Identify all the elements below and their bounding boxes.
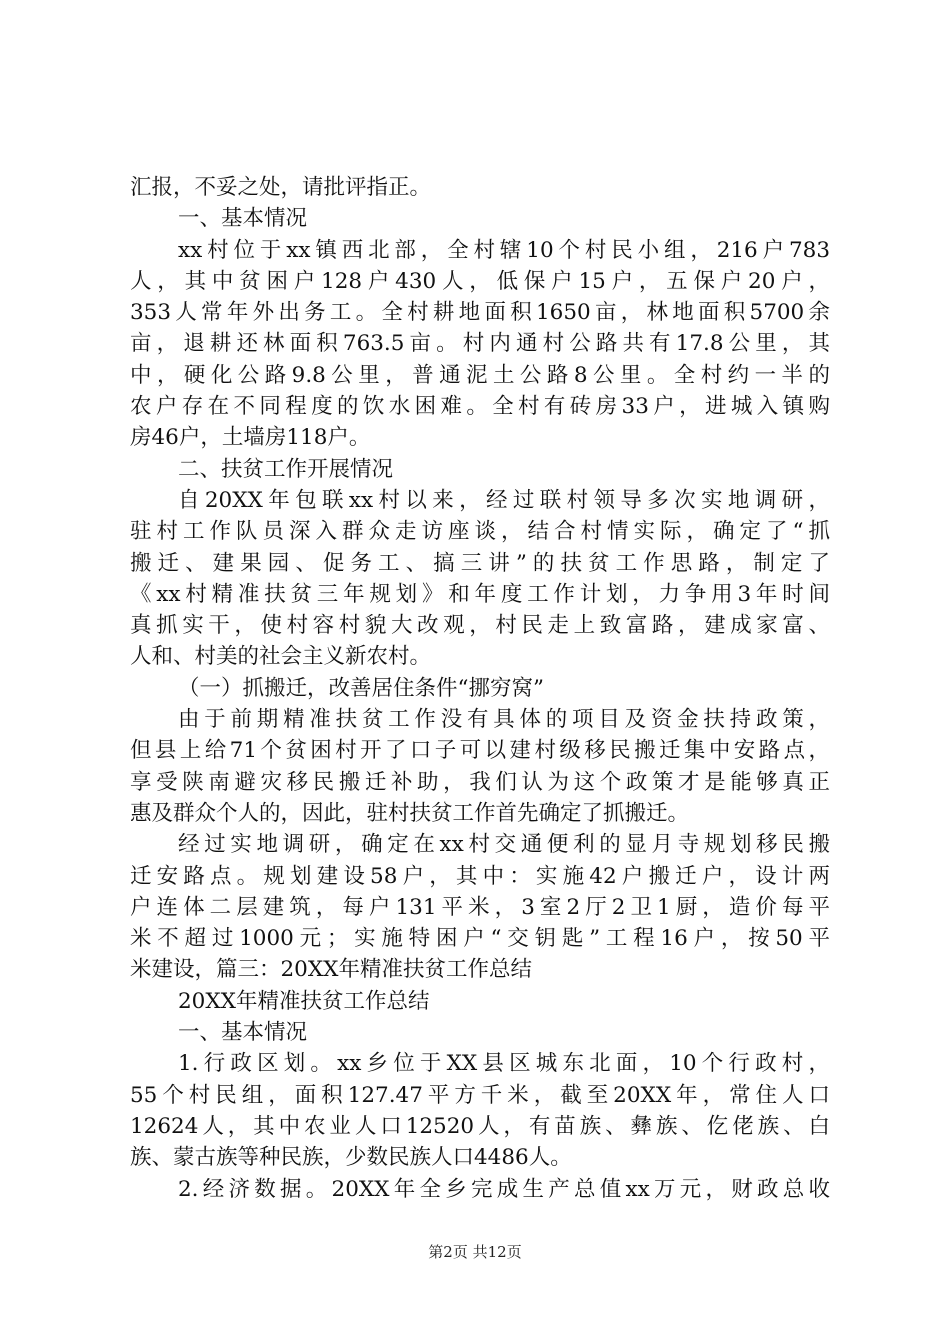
text-line: 353人常年外出务工。全村耕地面积1650亩，林地面积5700余	[130, 300, 830, 326]
text-line: 汇报，不妥之处，请批评指正。	[130, 175, 432, 200]
text-line: 驻村工作队员深入群众走访座谈，结合村情实际，确定了“抓	[130, 519, 830, 545]
text-line: 但县上给71个贫困村开了口子可以建村级移民搬迁集中安路点，	[130, 738, 830, 764]
text-line: 1.行政区划。xx乡位于XX县区城东北面，10个行政村，	[178, 1051, 830, 1077]
text-line: 20XX年精准扶贫工作总结	[178, 988, 430, 1014]
page-footer: 第2页 共12页	[428, 1243, 522, 1261]
text-line: 中，硬化公路9.8公里，普通泥土公路8公里。全村约一半的	[130, 362, 830, 388]
text-line: 米不超过1000元；实施特困户“交钥匙”工程16户，按50平	[130, 926, 830, 952]
text-line: 族、蒙古族等种民族，少数民族人口4486人。	[130, 1145, 572, 1171]
text-line: （一）抓搬迁，改善居住条件“挪穷窝”	[178, 675, 544, 701]
text-line: 农户存在不同程度的饮水困难。全村有砖房33户，进城入镇购	[130, 394, 830, 420]
document-body	[130, 172, 830, 1205]
text-line: 经过实地调研，确定在xx村交通便利的显月寺规划移民搬	[178, 832, 830, 858]
text-line: 自20XX年包联xx村以来，经过联村领导多次实地调研，	[178, 487, 830, 513]
text-line: 惠及群众个人的，因此，驻村扶贫工作首先确定了抓搬迁。	[130, 800, 690, 826]
text-line: 12624人，其中农业人口12520人，有苗族、彝族、仡佬族、白	[130, 1113, 830, 1139]
text-line: 真抓实干，使村容村貌大改观，村民走上致富路，建成家富、	[130, 613, 830, 639]
text-line: 一、基本情况	[178, 206, 308, 232]
text-line: 房46户，土墙房118户。	[130, 425, 371, 451]
text-line: 米建设，篇三：20XX年精准扶贫工作总结	[130, 957, 532, 983]
text-line: 搬迁、建果园、促务工、搞三讲”的扶贫工作思路，制定了	[130, 550, 830, 576]
text-line: 由于前期精准扶贫工作没有具体的项目及资金扶持政策，	[178, 707, 830, 733]
text-line: 一、基本情况	[178, 1020, 308, 1046]
text-line: xx村位于xx镇西北部，全村辖10个村民小组，216户783	[178, 237, 830, 263]
text-line: 户连体二层建筑，每户131平米，3室2厅2卫1厨，造价每平	[130, 894, 830, 920]
text-line: 2.经济数据。20XX年全乡完成生产总值xx万元，财政总收	[178, 1176, 830, 1202]
text-line: 二、扶贫工作开展情况	[178, 456, 394, 482]
text-line: 迁安路点。规划建设58户，其中：实施42户搬迁户，设计两	[130, 863, 830, 889]
text-line: 人和、村美的社会主义新农村。	[130, 644, 432, 670]
text-line: 人，其中贫困户128户430人，低保户15户，五保户20户，	[130, 268, 830, 294]
text-line: 《xx村精准扶贫三年规划》和年度工作计划，力争用3年时间	[130, 581, 830, 607]
text-line: 55个村民组，面积127.47平方千米，截至20XX年，常住人口	[130, 1082, 830, 1108]
text-line: 享受陕南避灾移民搬迁补助，我们认为这个政策才是能够真正	[130, 769, 830, 795]
text-line: 亩，退耕还林面积763.5亩。村内通村公路共有17.8公里，其	[130, 331, 830, 357]
